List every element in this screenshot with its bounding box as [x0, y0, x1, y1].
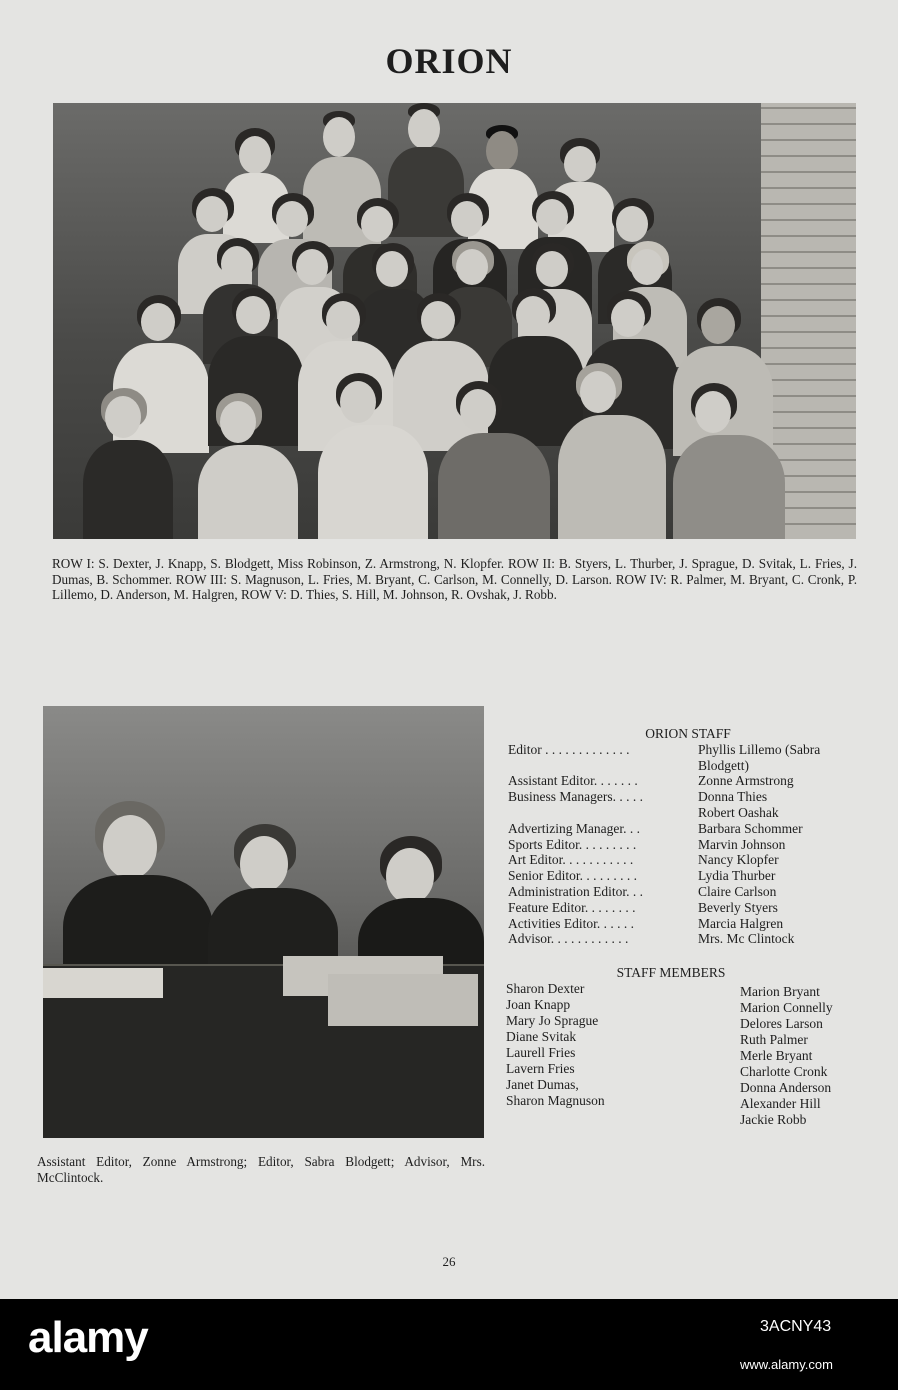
- watermark-image-id: 3ACNY43: [760, 1318, 832, 1335]
- staff-role: Editor . . . . . . . . . . . . .: [508, 741, 630, 757]
- staff-row: [508, 884, 868, 900]
- staff-member-name: Sharon Magnuson: [506, 1093, 605, 1108]
- staff-row: [508, 789, 868, 805]
- staff-member-name: Charlotte Cronk: [740, 1064, 828, 1079]
- staff-row: [508, 868, 868, 884]
- staff-name: Nancy Klopfer: [698, 852, 779, 868]
- page-number: 26: [442, 1254, 456, 1269]
- staff-member-name: Janet Dumas,: [506, 1077, 579, 1092]
- staff-member-name: Marion Connelly: [740, 1000, 833, 1015]
- staff-row: [508, 931, 868, 947]
- staff-row: [508, 742, 868, 758]
- staff-role: [508, 758, 698, 774]
- page-title: ORION: [385, 41, 513, 81]
- staff-member-name: Donna Anderson: [740, 1080, 832, 1095]
- staff-member-name: Delores Larson: [740, 1016, 823, 1031]
- staff-name: Robert Oashak: [698, 804, 779, 820]
- group-photo-caption: ROW I: S. Dexter, J. Knapp, S. Blodgett, Miss Robinson, Z. Armstrong, N. Klopfer. ROW II: B. Styers, L. Thurber, J. Sprague, D. Svitak, L. Fries, J. Dumas, B. Schommer. ROW III: S. Magnuson, L. Fries, M. Bryant, C. Carlson, M. Connelly, D. Larson. ROW IV: R. Palmer, M. Bryant, C. Cronk, P. Lillemo, D. Anderson, M. Halgren, ROW V: D. Thies, S. Hill, M. Johnson, R. Ovshak, J. Robb.: [52, 556, 857, 603]
- staff-member-name: Jackie Robb: [740, 1112, 807, 1127]
- staff-name: Zonne Armstrong: [698, 773, 794, 789]
- orion-staff-list: [508, 726, 868, 947]
- staff-role: Feature Editor. . . . . . . .: [508, 899, 636, 915]
- staff-row: [508, 837, 868, 853]
- staff-name: Mrs. Mc Clintock: [698, 931, 795, 947]
- staff-row: [508, 805, 868, 821]
- staff-name: Marvin Johnson: [698, 836, 786, 852]
- staff-name: Marcia Halgren: [698, 915, 784, 931]
- staff-role: Advisor. . . . . . . . . . . .: [508, 931, 629, 947]
- staff-role: Advertizing Manager. . .: [508, 820, 640, 836]
- staff-name: Barbara Schommer: [698, 820, 803, 836]
- staff-members-heading: STAFF MEMBERS: [616, 965, 726, 980]
- staff-photo: [43, 706, 484, 1138]
- staff-photo-caption: Assistant Editor, Zonne Armstrong; Editor, Sabra Blodgett; Advisor, Mrs. McClintock.: [37, 1154, 485, 1185]
- staff-name: Beverly Styers: [698, 899, 778, 915]
- staff-row: [508, 916, 868, 932]
- staff-member-name: Merle Bryant: [740, 1048, 813, 1063]
- staff-row: [508, 758, 868, 774]
- staff-row: [508, 900, 868, 916]
- watermark-logo: alamy: [28, 1313, 148, 1362]
- staff-role: [508, 805, 698, 821]
- staff-member-name: Lavern Fries: [506, 1061, 575, 1076]
- staff-name: Donna Thies: [698, 789, 768, 805]
- staff-role: Business Managers. . . . .: [508, 789, 643, 805]
- orion-staff-heading: ORION STAFF: [645, 726, 731, 741]
- watermark-url: www.alamy.com: [740, 1357, 833, 1372]
- staff-member-name: Alexander Hill: [740, 1096, 821, 1111]
- staff-members-list: [506, 965, 866, 1128]
- staff-member-name: Mary Jo Sprague: [506, 1013, 599, 1028]
- staff-role: Art Editor. . . . . . . . . . .: [508, 852, 634, 868]
- staff-name: Claire Carlson: [698, 883, 777, 899]
- staff-row: [508, 852, 868, 868]
- members-column-1: [506, 981, 740, 1128]
- staff-row: [508, 821, 868, 837]
- staff-member-name: Laurell Fries: [506, 1045, 576, 1060]
- staff-role: Sports Editor. . . . . . . . .: [508, 836, 637, 852]
- staff-member-name: Diane Svitak: [506, 1029, 577, 1044]
- staff-name: Lydia Thurber: [698, 868, 776, 884]
- staff-member-name: Joan Knapp: [506, 997, 571, 1012]
- group-photo: [53, 103, 856, 539]
- staff-role: Administration Editor. . .: [508, 883, 643, 899]
- staff-role: Assistant Editor. . . . . . .: [508, 773, 638, 789]
- staff-member-name: Marion Bryant: [740, 984, 820, 999]
- staff-name: Blodgett): [698, 757, 749, 773]
- staff-row: [508, 773, 868, 789]
- staff-name: Phyllis Lillemo (Sabra: [698, 741, 821, 757]
- staff-role: Senior Editor. . . . . . . . .: [508, 868, 637, 884]
- staff-member-name: Ruth Palmer: [740, 1032, 808, 1047]
- staff-member-name: Sharon Dexter: [506, 981, 585, 996]
- members-column-2: [740, 981, 833, 1128]
- staff-role: Activities Editor. . . . . .: [508, 915, 634, 931]
